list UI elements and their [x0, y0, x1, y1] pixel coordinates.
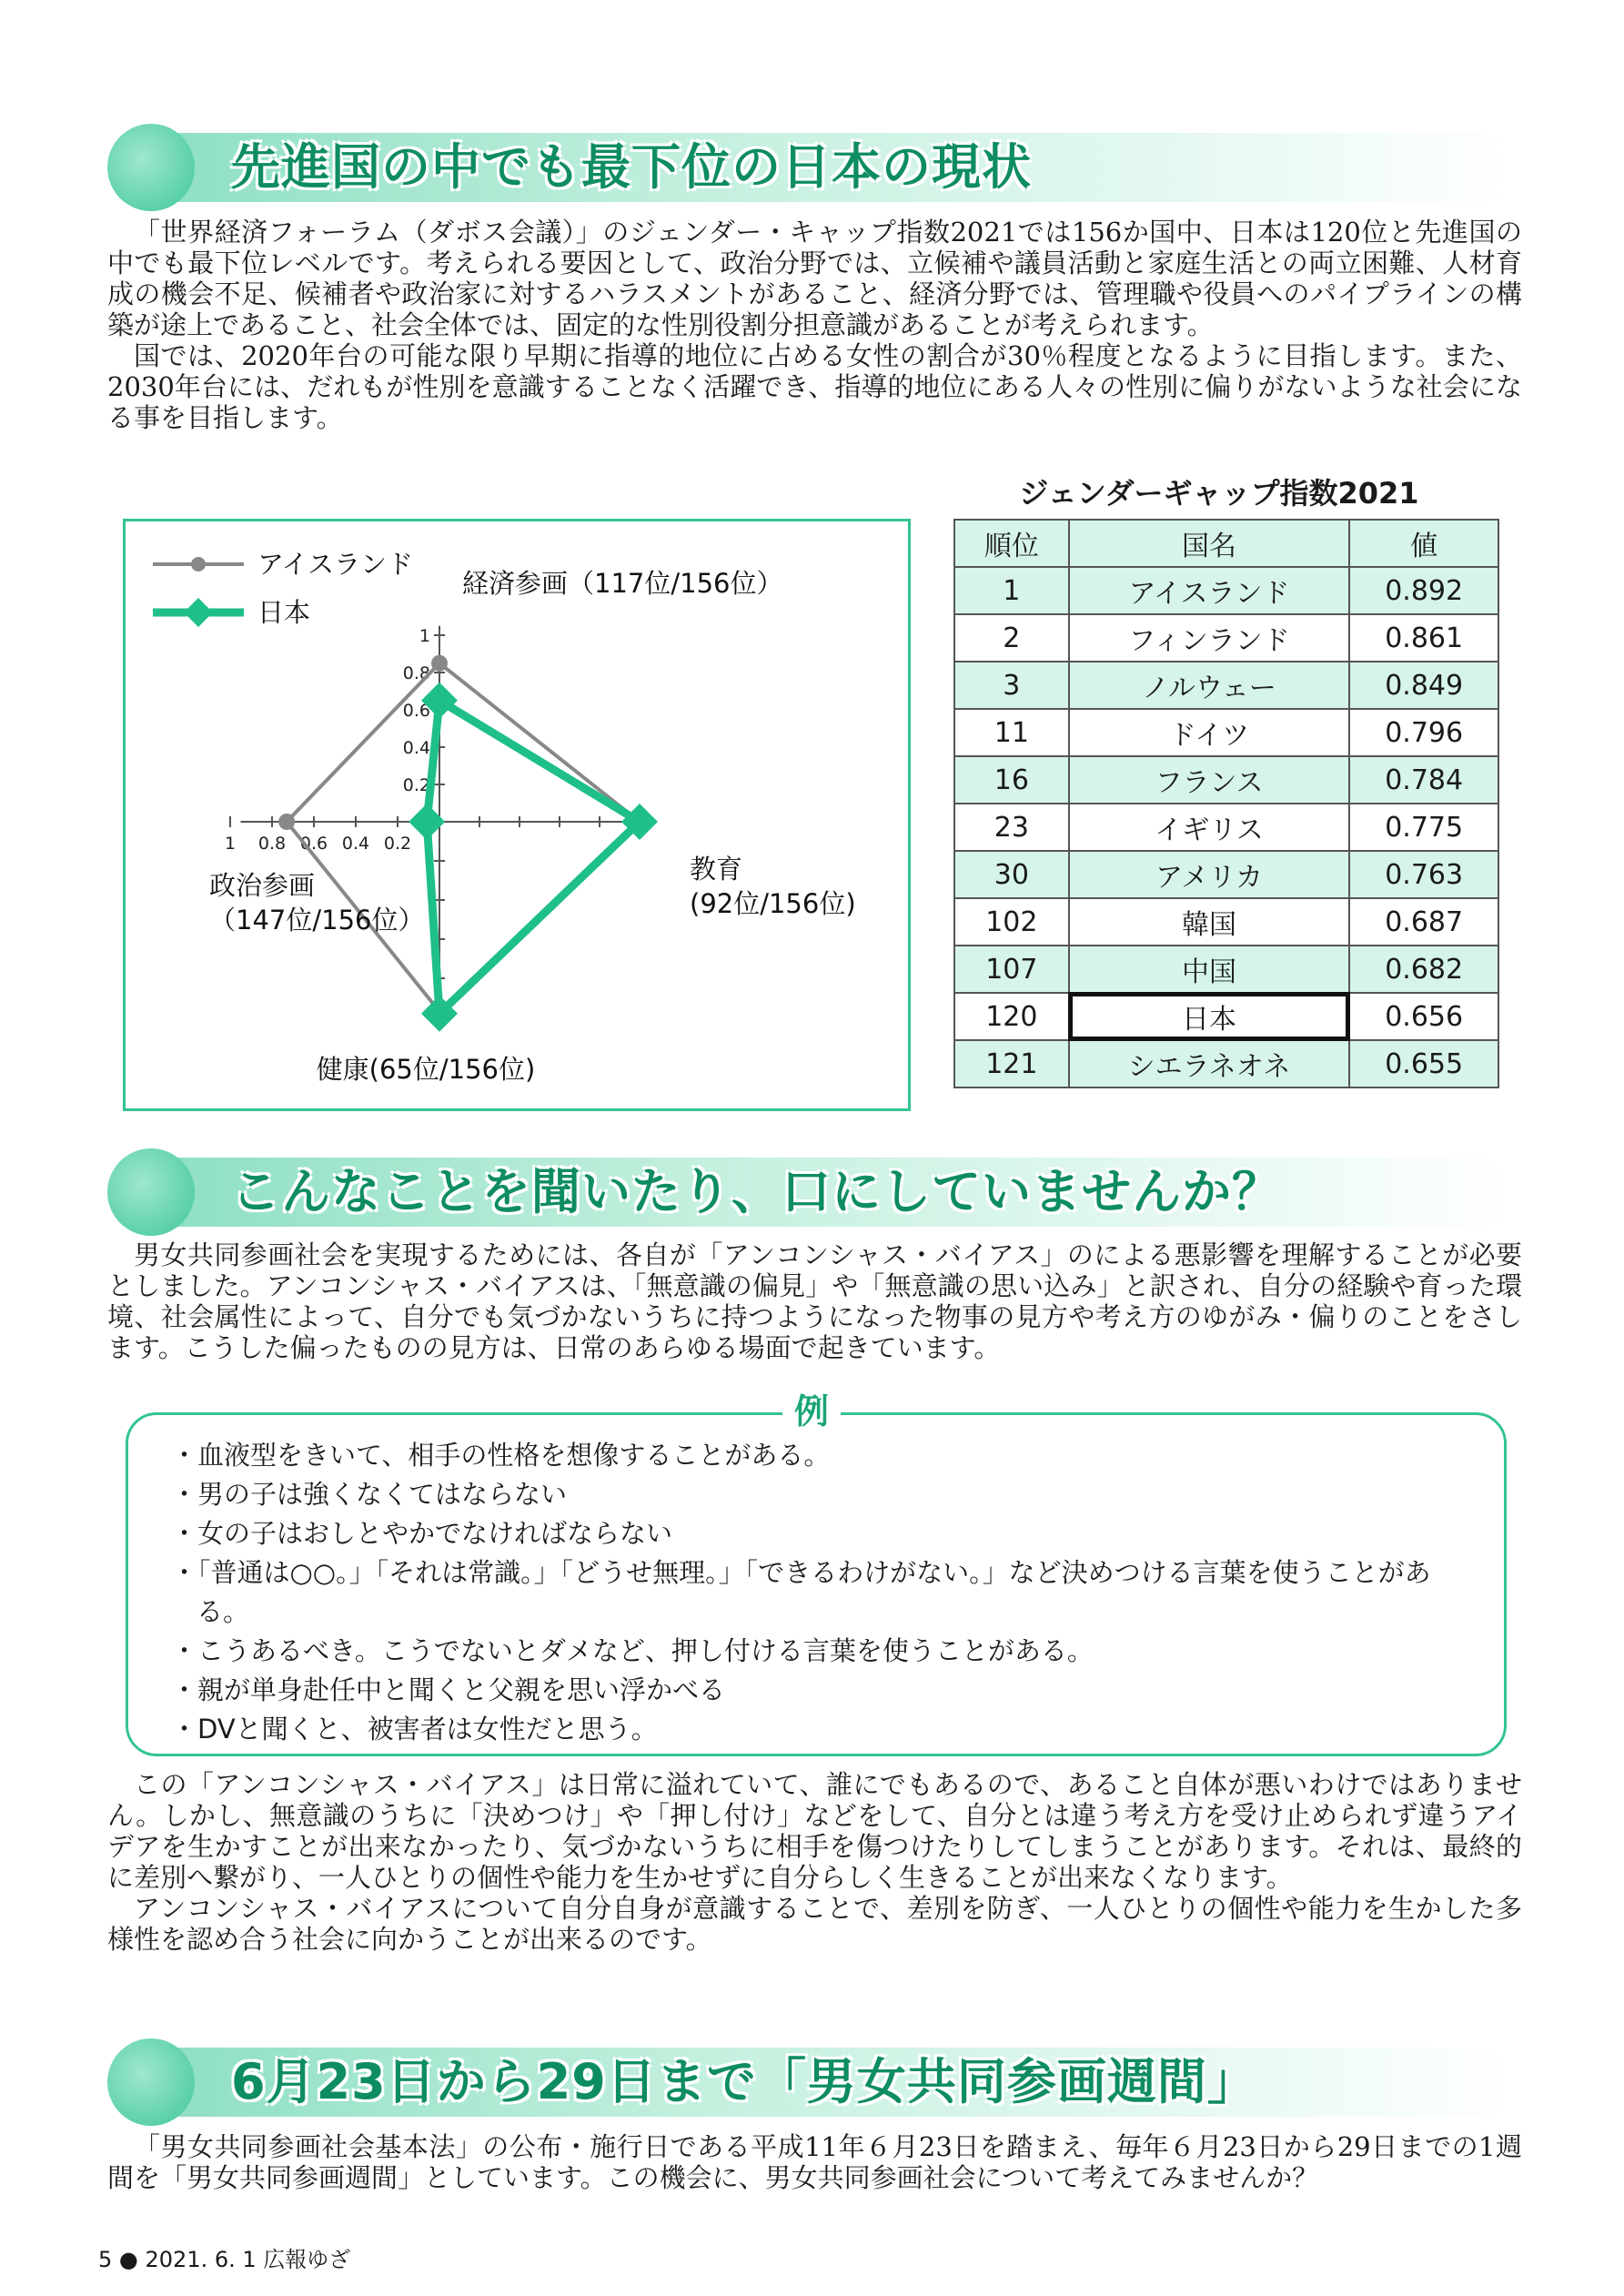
tick-label: 0.2: [383, 834, 412, 854]
table-cell: 23: [954, 804, 1069, 851]
axis-label: 教育: [690, 854, 743, 885]
axis-label: 健康(65位/156位): [316, 1054, 536, 1085]
tick-label: 1: [224, 834, 237, 854]
example-item: ・DVと聞くと、被害者は女性だと思う。: [171, 1714, 658, 1745]
example-item: ・「普通は○○。」「それは常識。」「どうせ無理。」「できるわけがない。」など決めつける言葉を使うことがある。: [171, 1557, 1431, 1627]
table-header-cell: 国名: [1069, 520, 1350, 567]
section-heading-2: [107, 1148, 1518, 1236]
paragraph: この「アンコンシャス・バイアス」は日常に溢れていて、誰にでもあるので、あること自体が悪いわけではありません。しかし、無意識のうちに「決めつけ」や「押し付け」などをして、自分とは違う考え方を受け止められず違うアイデアを生かすことが出来なかったり、気づかないうちに相手を傷つけたりしてしまうことがあります。それは、最終的に差別へ繋がり、一人ひとりの個性や能力を生かせずに自分らしく生きることが出来なくなります。: [107, 1769, 1522, 1893]
page-number: 5: [98, 2247, 113, 2272]
section-title: こんなことを聞いたり、口にしていませんか？: [231, 1163, 1282, 1220]
table-cell: 中国: [1069, 946, 1350, 993]
paragraph: 国では、2020年台の可能な限り早期に指導的地位に占める女性の割合が30％程度となるように目指します。また、2030年台には、だれもが性別を意識することなく活躍でき、指導的地位にある人々の性別に偏りがないような社会になる事を目指します。: [107, 340, 1522, 433]
tick-label: 0.6: [299, 834, 328, 854]
table-row: [954, 804, 1498, 851]
paragraph: 男女共同参画社会を実現するためには、各自が「アンコンシャス・バイアス」のによる悪影響を理解することが必要としました。アンコンシャス・バイアスは、「無意識の偏見」や「無意識の思い込み」と訳され、自分の経験や育った環境、社会属性によって、自分でも気づかないうちに持つようになった物事の見方や考え方のゆがみ・偏りのことをさします。こうした偏ったものの見方は、日常のあらゆる場面で起きています。: [107, 1239, 1522, 1363]
heading-circle: [107, 2038, 195, 2126]
table-cell: フランス: [1069, 756, 1350, 804]
example-list: [171, 1436, 1481, 1749]
heading-circle: [107, 1148, 195, 1236]
paragraph: アンコンシャス・バイアスについて自分自身が意識することで、差別を防ぎ、一人ひとりの個性や能力を生かした多様性を認め合う社会に向かうことが出来るのです。: [107, 1893, 1523, 1955]
table-cell: 16: [954, 756, 1069, 804]
table-cell: 102: [954, 898, 1069, 946]
axis-sublabel: (92位/156位): [690, 888, 856, 919]
axis-label: 経済参画（117位/156位）: [462, 568, 783, 599]
heading-circle: [107, 124, 195, 211]
table-header-cell: 順位: [954, 520, 1069, 567]
radar-chart: [126, 521, 908, 1108]
table-cell: 107: [954, 946, 1069, 993]
table-row: [954, 567, 1498, 614]
table-cell: 30: [954, 851, 1069, 898]
table-cell: 1: [954, 567, 1069, 614]
section-1-text: [107, 217, 1522, 433]
tick-label: 0.8: [257, 834, 287, 854]
legend-marker-japan: [184, 598, 213, 627]
table-cell: ノルウェー: [1069, 662, 1350, 709]
example-item: ・男の子は強くなくてはならない: [171, 1479, 568, 1510]
example-item: ・親が単身赴任中と聞くと父親を思い浮かべる: [171, 1674, 726, 1705]
tick-label: 0.2: [402, 775, 430, 795]
table-cell: 0.849: [1349, 662, 1498, 709]
table-cell: フィンランド: [1069, 614, 1350, 662]
table-cell: 0.861: [1349, 614, 1498, 662]
data-point-iceland: [431, 655, 448, 672]
table-cell: 0.656: [1349, 993, 1498, 1040]
table-cell: 0.687: [1349, 898, 1498, 946]
table-cell: 121: [954, 1040, 1069, 1087]
table-cell: シエラネオネ: [1069, 1040, 1350, 1087]
axis-label: 政治参画: [209, 870, 316, 901]
section-2-text: [107, 1769, 1522, 1955]
table-header-row: [954, 520, 1498, 567]
tick-label: 0.6: [402, 701, 430, 721]
data-point-iceland: [278, 814, 295, 830]
section-2-intro: [107, 1239, 1522, 1363]
table-row: [954, 851, 1498, 898]
tick-label: 0.8: [402, 663, 430, 683]
section-3-text: [107, 2131, 1522, 2193]
table-row: [954, 898, 1498, 946]
table-cell: 0.655: [1349, 1040, 1498, 1087]
example-item: ・女の子はおしとやかでなければならない: [171, 1518, 673, 1549]
table-row: [954, 662, 1498, 709]
table-cell: 0.892: [1349, 567, 1498, 614]
table-cell: 韓国: [1069, 898, 1350, 946]
table-row: [954, 946, 1498, 993]
table-cell: 0.763: [1349, 851, 1498, 898]
legend-label: アイスランド: [257, 549, 414, 580]
radar-chart-panel: [123, 519, 911, 1111]
tick-label: 0.4: [341, 834, 370, 854]
table-cell: 11: [954, 709, 1069, 756]
table-cell: 0.796: [1349, 709, 1498, 756]
table-cell: アメリカ: [1069, 851, 1350, 898]
table-header-cell: 値: [1349, 520, 1498, 567]
example-item: ・血液型をきいて、相手の性格を想像することがある。: [171, 1440, 831, 1471]
table-cell: 0.775: [1349, 804, 1498, 851]
table-cell: 日本: [1069, 993, 1350, 1040]
table-cell: ドイツ: [1069, 709, 1350, 756]
publication-name: 広報ゆざ: [263, 2247, 351, 2272]
section-title: 先進国の中でも最下位の日本の現状: [231, 138, 1032, 196]
example-label: 例: [782, 1391, 841, 1432]
tick-label: 0.4: [402, 738, 430, 758]
table-cell: イギリス: [1069, 804, 1350, 851]
table-cell: アイスランド: [1069, 567, 1350, 614]
example-item: ・こうあるべき。こうでないとダメなど、押し付ける言葉を使うことがある。: [171, 1635, 1094, 1666]
bullet-icon: ●: [118, 2247, 138, 2272]
legend-marker-iceland: [191, 557, 206, 571]
table-title: ジェンダーギャップ指数2021: [1019, 476, 1419, 511]
section-heading-1: [107, 124, 1518, 211]
section-heading-3: [107, 2038, 1518, 2126]
section-title: 6月23日から29日まで「男女共同参画週間」: [231, 2053, 1257, 2110]
table-row: [954, 709, 1498, 756]
table-cell: 0.784: [1349, 756, 1498, 804]
paragraph: 「世界経済フォーラム（ダボス会議）」のジェンダー・キャップ指数2021では156か国中、日本は120位と先進国の中でも最下位レベルです。考えられる要因として、政治分野では、立候補や議員活動と家庭生活との両立困難、人材育成の機会不足、候補者や政治家に対するハラスメントがあること、経済分野では、管理職や役員へのパイプラインの構築が途上であること、社会全体では、固定的な性別役割分担意識があることが考えられます。: [107, 217, 1522, 340]
table-cell: 2: [954, 614, 1069, 662]
table-row: [954, 993, 1498, 1040]
issue-date: 2021. 6. 1: [145, 2247, 257, 2272]
series-line-1: [427, 701, 640, 1014]
table-cell: 3: [954, 662, 1069, 709]
table-row: [954, 1040, 1498, 1087]
legend-label: 日本: [257, 597, 311, 628]
axis-sublabel: （147位/156位）: [209, 905, 425, 936]
page-footer: [98, 2241, 350, 2273]
table-cell: 0.682: [1349, 946, 1498, 993]
table-cell: 120: [954, 993, 1069, 1040]
table-body: [954, 567, 1498, 1087]
gender-gap-table: [953, 519, 1499, 1088]
table-row: [954, 614, 1498, 662]
table-row: [954, 756, 1498, 804]
paragraph: 「男女共同参画社会基本法」の公布・施行日である平成11年６月23日を踏まえ、毎年６月23日から29日までの1週間を「男女共同参画週間」としています。この機会に、男女共同参画社会について考えてみませんか？: [107, 2131, 1522, 2193]
tick-label: 1: [419, 626, 430, 646]
